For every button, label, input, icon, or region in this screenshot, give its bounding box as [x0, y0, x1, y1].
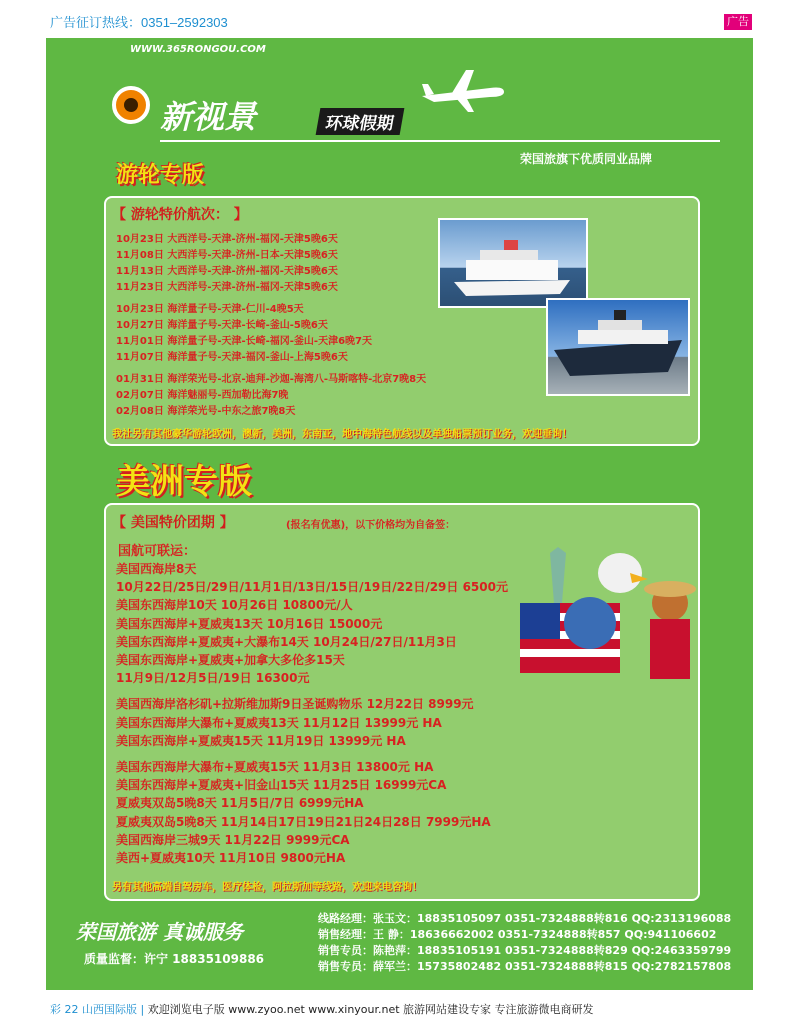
cruise-ship-photo-2 [546, 298, 690, 396]
eye-logo-icon [112, 86, 150, 124]
cruise-route: 11月08日 大西洋号-天津-济州-日本-天津5晚6天 [116, 250, 338, 261]
eye-pupil [124, 98, 138, 112]
cruise-ship-1-icon [440, 220, 586, 306]
america-tour: 美国东西海岸大瀑布+夏威夷15天 11月3日 13800元 HA [116, 760, 434, 774]
america-tour: 美国西海岸洛杉矶+拉斯维加斯9日圣诞购物乐 12月22日 8999元 [116, 697, 474, 712]
cruise-route: 01月31日 海洋荣光号-北京-迪拜-沙迦-海湾八-马斯喀特-北京7晚8天 [116, 374, 427, 385]
america-tour: 美西+夏威夷10天 11月10日 9800元HA [116, 851, 346, 865]
america-note: 另有其他高端自驾房车，医疗体检，阿拉斯加等线路，欢迎来电咨询！ [112, 882, 422, 893]
airplane-icon [420, 66, 506, 114]
ad-tag-badge: 广告 [724, 14, 752, 30]
america-tour: 美国西海岸8天 [116, 562, 197, 576]
americana-collage-icon [520, 543, 696, 693]
america-heading-note: (报名有优惠)，以下价格均为自备签： [286, 520, 456, 531]
america-subhead: 国航可联运： [118, 544, 197, 559]
america-tour: 美国东西海岸10天 10月26日 10800元/人 [116, 598, 353, 613]
brand-slogan: 荣国旅旗下优质同业品牌 [520, 152, 653, 166]
contact-line: 销售经理：王 静：18636662002 0351-7324888转857 QQ:941106602 [318, 928, 717, 941]
top-header [0, 0, 800, 38]
cruise-section-title: 游轮专版 [116, 163, 205, 188]
cruise-route: 02月08日 海洋荣光号-中东之旅7晚8天 [116, 406, 296, 417]
footer-line [50, 1001, 594, 1017]
america-tour: 美国西海岸三城9天 11月22日 9999元CA [116, 832, 350, 847]
america-tour: 美国东西海岸+夏威夷15天 11月19日 13999元 HA [116, 733, 406, 748]
contact-line: 销售专员：薛军兰：15735802482 0351-7324888转815 QQ:2782157808 [318, 960, 732, 973]
ad-hotline: 广告征订热线：0351–2592303 [50, 15, 228, 30]
cruise-route: 11月23日 大西洋号-天津-济州-福冈-天津5晚6天 [116, 282, 338, 293]
cruise-ship-photo-1 [438, 218, 588, 308]
cruise-route: 10月23日 海洋量子号-天津-仁川-4晚5天 [116, 304, 304, 315]
footer-page-number: 彩 22 山西国际版 | [50, 1003, 145, 1016]
america-heading: 【 美国特价团期 】 [112, 515, 234, 531]
america-tour: 夏威夷双岛5晚8天 11月5日/7日 6999元HA [116, 796, 364, 811]
footer-text: 欢迎浏览电子版 www.zyoo.net www.xinyour.net 旅游网站建设专家 专注旅游微电商研发 [147, 1003, 594, 1016]
cruise-ship-2-icon [548, 300, 688, 394]
america-tour: 夏威夷双岛5晚8天 11月14日17日19日21日24日28日 7999元HA [116, 814, 491, 829]
contact-line: 线路经理：张玉文：18835105097 0351-7324888转816 QQ:2313196088 [318, 912, 732, 925]
america-tour: 美国东西海岸+夏威夷+加拿大多伦多15天 [116, 653, 345, 667]
america-tour: 11月9日/12月5日/19日 16300元 [116, 671, 310, 686]
america-section-title: 美洲专版 [116, 462, 252, 502]
cruise-heading: 【 游轮特价航次： 】 [112, 207, 248, 223]
cruise-route: 10月23日 大西洋号-天津-济州-福冈-天津5晚6天 [116, 234, 338, 245]
america-tour: 美国东西海岸+夏威夷13天 10月16日 15000元 [116, 616, 383, 631]
contact-line: 销售专员：陈艳萍：18835105191 0351-7324888转829 QQ:2463359799 [318, 944, 732, 957]
brand-url: WWW.365RONGOU.COM [130, 44, 266, 55]
brand-name: 新视景 [160, 98, 257, 136]
cruise-note: 我社另有其他豪华游轮欧洲，澳新，美洲，东南亚，地中海特色航线以及单独船票预订业务，欢迎垂询！ [112, 429, 572, 440]
america-tour: 美国东西海岸+夏威夷+大瀑布14天 10月24日/27日/11月3日 [116, 634, 457, 649]
cruise-route: 10月27日 海洋量子号-天津-长崎-釜山-5晚6天 [116, 320, 328, 331]
cruise-route: 11月07日 海洋量子号-天津-福冈-釜山-上海5晚6天 [116, 352, 348, 363]
america-tour: 美国东西海岸+夏威夷+旧金山15天 11月25日 16999元CA [116, 778, 447, 793]
contact-slogan: 荣国旅游 真诚服务 [76, 920, 243, 944]
america-tour: 美国东西海岸大瀑布+夏威夷13天 11月12日 13999元 HA [116, 715, 442, 730]
cruise-route: 11月13日 大西洋号-天津-济州-福冈-天津5晚6天 [116, 266, 338, 277]
quality-supervisor: 质量监督：许宁 18835109886 [84, 952, 265, 966]
america-tour: 10月22日/25日/29日/11月1日/13日/15日/19日/22日/29日 6500元 [116, 580, 508, 595]
logo-swoosh [160, 140, 720, 142]
brand-tagline: 环球假期 [316, 108, 405, 135]
cruise-route: 02月07日 海洋魅丽号-西加勒比海7晚 [116, 390, 289, 401]
cruise-route: 11月01日 海洋量子号-天津-长崎-福冈-釜山-天津6晚7天 [116, 336, 372, 347]
